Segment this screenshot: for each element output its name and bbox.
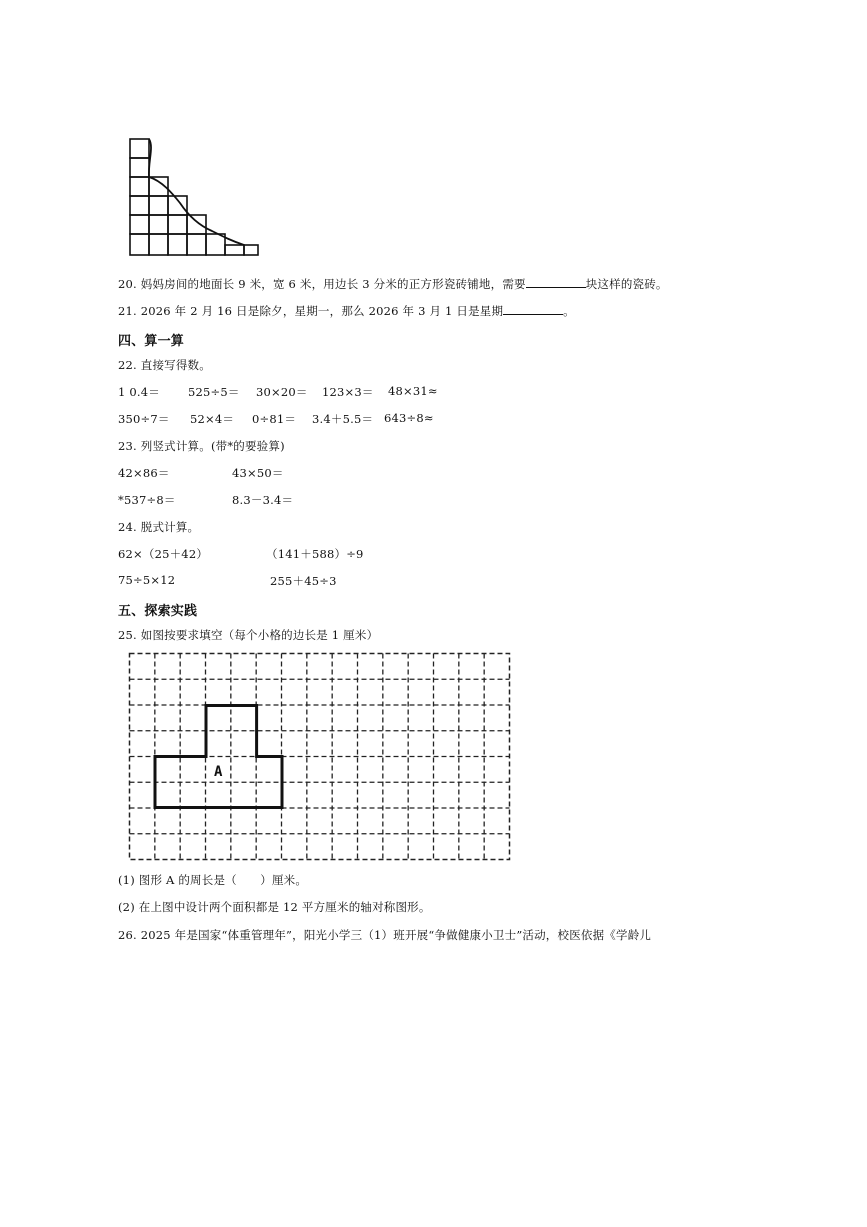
- calc-item: 255＋45÷3: [270, 574, 337, 588]
- calc-item: 0÷81＝: [252, 412, 297, 426]
- calc-item: 52×4＝: [190, 412, 235, 426]
- calc-item: 525÷5＝: [188, 385, 240, 399]
- question-20: [118, 276, 668, 292]
- shape-a-label: A: [214, 764, 223, 780]
- q22-row-2: [118, 411, 718, 427]
- q22-row-1: [118, 384, 718, 400]
- question-20-text: 20. 妈妈房间的地面长 9 米，宽 6 米，用边长 3 分米的正方形瓷砖铺地，需要: [118, 277, 526, 291]
- calc-item: 1 0.4＝: [118, 385, 160, 399]
- answer-blank[interactable]: [503, 304, 563, 315]
- question-21: [118, 303, 575, 319]
- calc-item: 75÷5×12: [118, 573, 176, 587]
- calc-item: 42×86＝: [118, 466, 170, 480]
- question-21-text: 21. 2026 年 2 月 16 日是除夕，星期一，那么 2026 年 3 月 1 日是星期: [118, 304, 504, 318]
- section-heading: 四、算一算: [118, 334, 185, 349]
- calc-item: *537÷8＝: [118, 493, 176, 507]
- calc-item: 350÷7＝: [118, 412, 170, 426]
- dashed-grid-figure: [128, 652, 512, 862]
- question-26-text: 26. 2025 年是国家“体重管理年”，阳光小学三（1）班开展“争做健康小卫士”活动，校医依据《学龄儿: [118, 928, 652, 942]
- question-25-title: 25. 如图按要求填空（每个小格的边长是 1 厘米）: [118, 628, 379, 642]
- question-23-title: 23. 列竖式计算。(带*的要验算): [118, 439, 285, 453]
- calc-item: 8.3－3.4＝: [232, 493, 294, 507]
- q23-row-1: [118, 465, 718, 481]
- question-25-part-2: (2) 在上图中设计两个面积都是 12 平方厘米的轴对称图形。: [118, 900, 431, 914]
- answer-blank[interactable]: [526, 277, 586, 288]
- question-25-part-1: (1) 图形 A 的周长是（ ）厘米。: [118, 873, 308, 887]
- calc-item: （141＋588）÷9: [266, 547, 364, 561]
- q24-row-2: [118, 573, 718, 589]
- calc-item: 3.4＋5.5＝: [312, 412, 374, 426]
- q23-row-2: [118, 492, 718, 508]
- section-heading: 五、探索实践: [118, 604, 198, 619]
- staircase-grid-figure: [128, 137, 262, 259]
- calc-item: 123×3＝: [322, 385, 374, 399]
- question-24-title: 24. 脱式计算。: [118, 520, 200, 534]
- calc-item: 48×31≈: [388, 384, 438, 398]
- question-21-suffix: 。: [563, 304, 575, 318]
- question-22-title: 22. 直接写得数。: [118, 358, 211, 372]
- q24-row-1: [118, 546, 718, 562]
- calc-item: 30×20＝: [256, 385, 308, 399]
- question-20-suffix: 块这样的瓷砖。: [585, 277, 668, 291]
- calc-item: 43×50＝: [232, 466, 284, 480]
- calc-item: 643÷8≈: [384, 411, 434, 425]
- calc-item: 62×（25＋42）: [118, 547, 209, 561]
